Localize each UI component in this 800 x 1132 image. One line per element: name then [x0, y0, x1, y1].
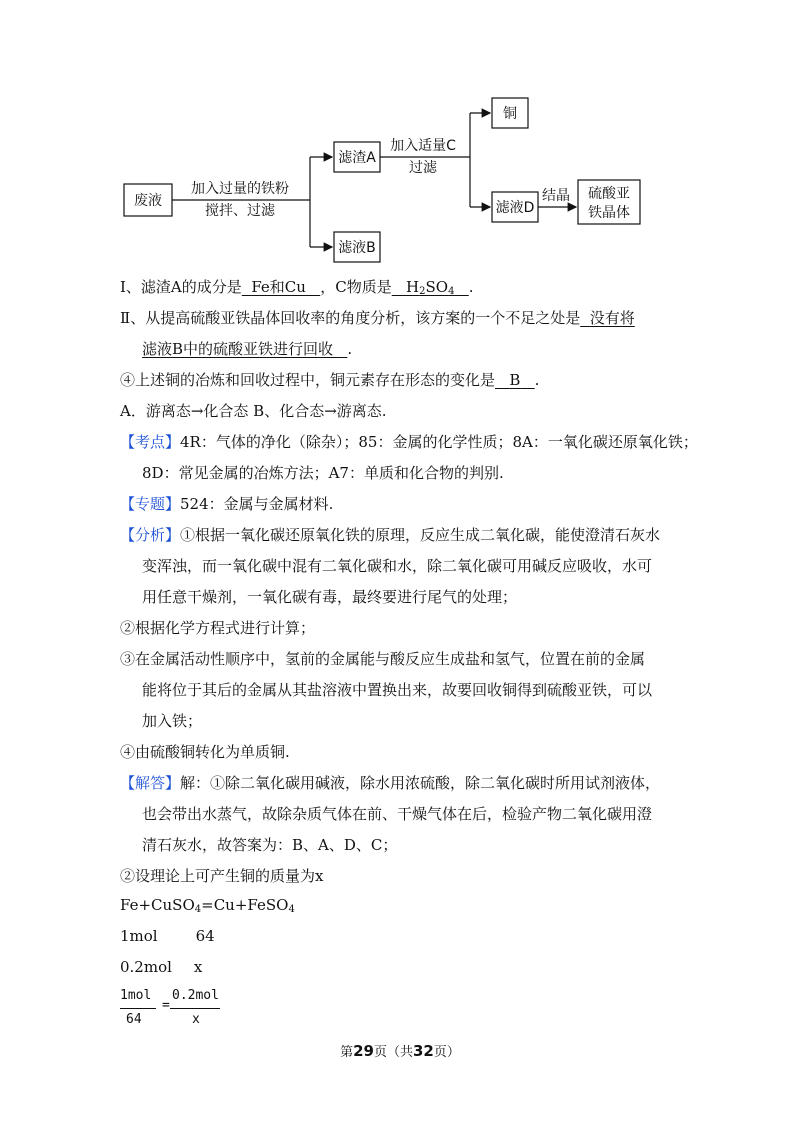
crystallize-label: 结晶	[542, 188, 570, 204]
fenxi-line3: 用任意干燥剂，一氧化碳有毒，最终要进行尾气的处理；	[142, 588, 518, 606]
question-2-line2: 滤液B中的硫酸亚铁进行回收 .	[142, 340, 353, 358]
jieda-line2: 也会带出水蒸气，故除杂质气体在前、干燥气体在后，检验产物二氧化碳用澄	[142, 805, 653, 823]
fenxi-line4: ②根据化学方程式进行计算；	[120, 619, 316, 637]
jieda-line4: ②设理论上可产生铜的质量为x	[120, 867, 324, 885]
answer-shortcoming-part2: 滤液B中的硫酸亚铁进行回收	[142, 340, 334, 358]
answer-residue-a: Fe和Cu	[251, 278, 306, 296]
step1-bottom-label: 搅拌、过滤	[205, 203, 275, 219]
fenxi-line6: 能将位于其后的金属从其盐溶液中置换出来，故要回收铜得到硫酸亚铁，可以	[142, 681, 653, 699]
kaodian-line2: 8D：常见金属的冶炼方法；A7：单质和化合物的判别.	[142, 464, 504, 482]
kaodian-line1: 【考点】4R：气体的净化（除杂）；85：金属的化学性质；8A：一氧化碳还原氧化铁；	[120, 433, 698, 451]
jieda-line3: 清石灰水，故答案为：B、A、D、C；	[142, 836, 398, 854]
residue-a-label: 滤渣A	[338, 150, 376, 166]
copper-label: 铜	[503, 106, 517, 122]
ratio-row-2: 0.2mol x	[120, 958, 203, 976]
jieda-line1: 【解答】解：①除二氧化碳用碱液，除水用浓硫酸，除二氧化碳时所用试剂液体，	[120, 774, 661, 792]
reaction-equation: Fe+CuSO$_4$=Cu+FeSO$_4$	[120, 896, 295, 915]
step2-top-label: 加入适量C	[390, 138, 456, 154]
crystal-line1: 硫酸亚	[588, 186, 630, 202]
fenxi-line7: 加入铁；	[142, 712, 203, 730]
zhuanti: 【专题】524：金属与金属材料.	[120, 495, 334, 513]
jieda-tag: 【解答】	[120, 774, 181, 792]
zhuanti-tag: 【专题】	[120, 495, 181, 513]
fenxi-line8: ④由硫酸铜转化为单质铜.	[120, 743, 290, 761]
answer-copper-form: B	[509, 371, 521, 389]
question-2-line1: Ⅱ、从提高硫酸亚铁晶体回收率的角度分析，该方案的一个不足之处是 没有将	[120, 309, 635, 327]
fenxi-line5: ③在金属活动性顺序中，氢前的金属能与酸反应生成盐和氢气，位置在前的金属	[120, 650, 646, 668]
ratio-row-1: 1mol 64	[120, 927, 215, 945]
fenxi-line2: 变浑浊，而一氧化碳中混有二氧化碳和水，除二氧化碳可用碱反应吸收，水可	[142, 557, 653, 575]
answer-shortcoming-part1: 没有将	[589, 309, 635, 327]
options: A．游离态→化合态 B、化合态→游离态.	[120, 402, 387, 420]
crystal-line2: 铁晶体	[588, 205, 630, 221]
kaodian-tag: 【考点】	[120, 433, 181, 451]
question-4: ④上述铜的冶炼和回收过程中，铜元素存在形态的变化是 B .	[120, 371, 540, 389]
fenxi-line1: 【分析】①根据一氧化碳还原氧化铁的原理，反应生成二氧化碳，能使澄清石灰水	[120, 526, 661, 544]
step2-bottom-label: 过滤	[409, 160, 437, 176]
page-footer: 第29页（共32页）	[340, 1042, 460, 1060]
waste-label: 废液	[134, 193, 162, 209]
filtrate-b-label: 滤液B	[338, 240, 376, 256]
question-1: Ⅰ、滤渣A的成分是 Fe和Cu ，C物质是 $H_2SO_4$ .	[120, 278, 474, 297]
fenxi-tag: 【分析】	[120, 526, 181, 544]
answer-substance-c: $H_2SO_4$	[406, 278, 455, 297]
filtrate-d-label: 滤液D	[495, 200, 535, 216]
process-flowchart	[0, 0, 800, 270]
step1-top-label: 加入过量的铁粉	[191, 181, 289, 197]
